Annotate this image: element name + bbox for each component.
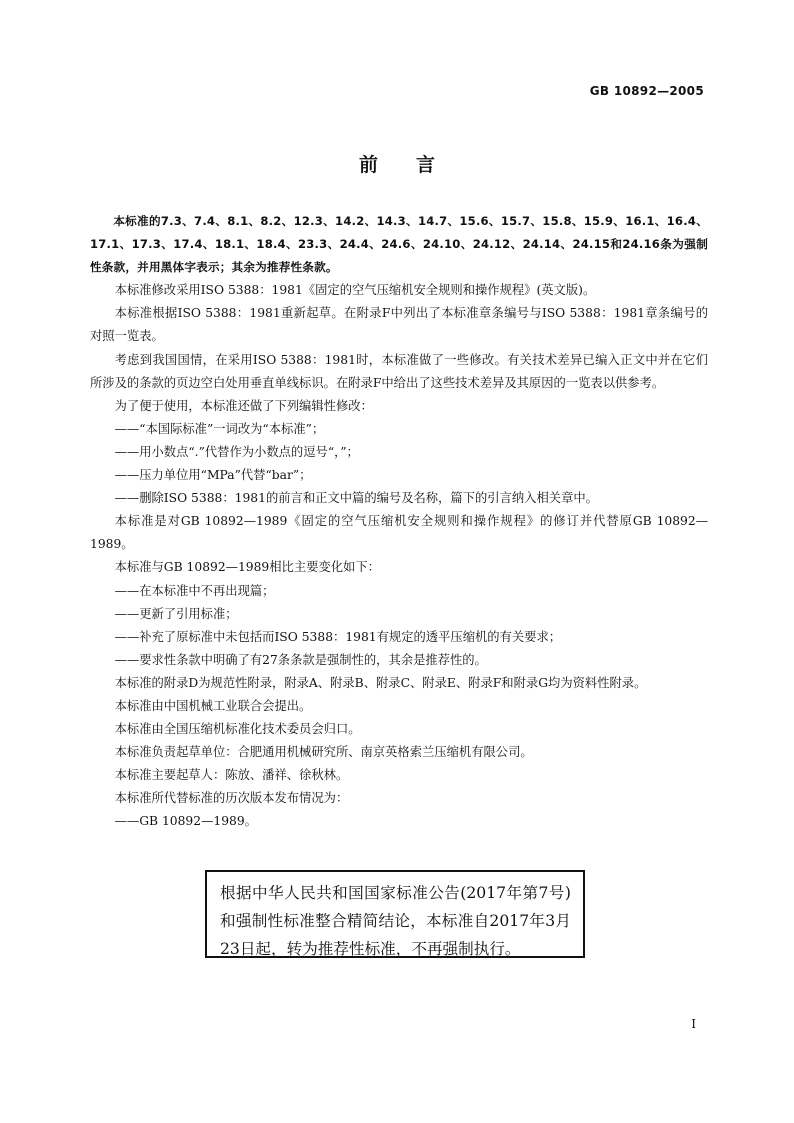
paragraph: 本标准与GB 10892—1989相比主要变化如下： — [114, 560, 380, 575]
paragraph: 考虑到我国国情，在采用ISO 5388：1981时，本标准做了一些修改。有关技术差异已编入正文中并在它们所涉及的条款的页边空白处用垂直单线标识。在附录F中给出了这些技术差异及其原因的一览表以供参考。 — [90, 352, 708, 390]
paragraph: 为了便于使用，本标准还做了下列编辑性修改： — [114, 398, 373, 413]
list-item: ——更新了引用标准； — [114, 606, 238, 621]
foreword-body — [90, 210, 708, 834]
page-number: I — [691, 1017, 696, 1031]
paragraph-mandatory-clauses: 本标准的7.3、7.4、8.1、8.2、12.3、14.2、14.3、14.7、15.6、15.7、15.8、15.9、16.1、16.4、17.1、17.3、17.4、18.1、18.4、23.3、24.4、24.6、24.10、24.12、24.14、24.15和24.16条为强制性条款，并用黑体字表示；其余为推荐性条款。 — [90, 214, 708, 275]
paragraph: 本标准由全国压缩机标准化技术委员会归口。 — [114, 722, 361, 737]
list-item: ——压力单位用“MPa”代替“bar”； — [114, 468, 312, 483]
paragraph: 本标准根据ISO 5388：1981重新起草。在附录F中列出了本标准章条编号与ISO 5388：1981章条编号的对照一览表。 — [90, 306, 708, 344]
status-notice-box: 根据中华人民共和国国家标准公告(2017年第7号)和强制性标准整合精简结论，本标准自2017年3月23日起，转为推荐性标准，不再强制执行。 — [205, 870, 585, 958]
paragraph: 本标准主要起草人：陈放、潘祥、徐秋林。 — [114, 768, 349, 783]
page-title: 前言 — [358, 154, 473, 176]
paragraph: 本标准负责起草单位：合肥通用机械研究所、南京英格索兰压缩机有限公司。 — [114, 745, 533, 760]
list-item: ——“本国际标准”一词改为“本标准”； — [114, 421, 325, 436]
list-item: ——GB 10892—1989。 — [114, 814, 257, 829]
standard-number: GB 10892—2005 — [589, 84, 704, 98]
paragraph: 本标准所代替标准的历次版本发布情况为： — [114, 791, 349, 806]
list-item: ——补充了原标准中未包括而ISO 5388：1981有规定的透平压缩机的有关要求； — [114, 629, 562, 644]
list-item: ——用小数点“.”代替作为小数点的逗号“，”； — [114, 444, 359, 459]
list-item: ——在本标准中不再出现篇； — [114, 583, 275, 598]
paragraph: 本标准是对GB 10892—1989《固定的空气压缩机安全规则和操作规程》的修订并代替原GB 10892—1989。 — [90, 514, 708, 552]
list-item: ——要求性条款中明确了有27条条款是强制性的，其余是推荐性的。 — [114, 652, 487, 667]
paragraph: 本标准修改采用ISO 5388：1981《固定的空气压缩机安全规则和操作规程》(英文版)。 — [114, 283, 596, 298]
list-item: ——删除ISO 5388：1981的前言和正文中篇的编号及名称，篇下的引言纳入相关章中。 — [114, 491, 598, 506]
paragraph: 本标准的附录D为规范性附录，附录A、附录B、附录C、附录E、附录F和附录G均为资料性附录。 — [114, 675, 647, 690]
paragraph: 本标准由中国机械工业联合会提出。 — [114, 698, 312, 713]
